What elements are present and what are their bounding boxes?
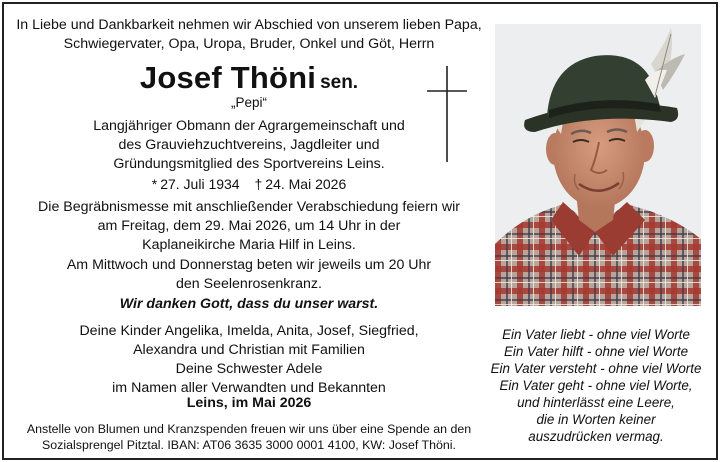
roles-line: Gründungsmitglied des Sportvereins Leins. xyxy=(113,156,385,172)
intro-line: Schwiegervater, Opa, Uropa, Bruder, Onkel und Göt, Herrn xyxy=(63,36,435,52)
intro-text xyxy=(14,16,484,54)
mass-line: Kaplaneikirche Maria Hilf in Leins. xyxy=(142,237,356,253)
thanks-text: Wir danken Gott, dass du unser warst. xyxy=(119,296,379,312)
rosary-text xyxy=(14,256,484,294)
donation-line: Anstelle von Blumen und Kranzspenden freuen wir uns über eine Spende an den xyxy=(26,422,472,436)
poem-line: und hinterlässt eine Leere, xyxy=(517,395,675,410)
family-line: Deine Schwester Adele xyxy=(175,361,323,377)
family-line: Deine Kinder Angelika, Imelda, Anita, Josef, Siegfried, xyxy=(79,323,419,339)
death-date: 24. Mai 2026 xyxy=(265,176,347,192)
rosary-line: Am Mittwoch und Donnerstag beten wir jeweils um 20 Uhr xyxy=(66,257,432,273)
roles-text xyxy=(14,117,484,174)
rosary-line: den Seelenrosenkranz. xyxy=(176,276,322,292)
roles-line: Langjähriger Obmann der Agrargemeinschaft und xyxy=(93,118,405,134)
mass-line: Die Begräbnismesse mit anschließender Verabschiedung feiern wir xyxy=(38,199,460,215)
obituary-card xyxy=(2,2,718,460)
donation-text xyxy=(10,421,488,453)
birth-date: 27. Juli 1934 xyxy=(160,176,240,192)
nickname: „Pepi“ xyxy=(230,95,267,110)
place-date: Leins, im Mai 2026 xyxy=(186,395,312,411)
roles-line: des Grauviehzuchtvereins, Jagdleiter und xyxy=(118,137,380,153)
donation-line: Sozialsprengel Pitztal. IBAN: AT06 3635 3000 0001 4100, KW: Josef Thöni. xyxy=(42,438,456,452)
portrait-illustration xyxy=(495,24,701,306)
poem-line: Ein Vater liebt - ohne viel Worte xyxy=(502,327,690,342)
funeral-mass-text xyxy=(14,198,484,255)
family-line: im Namen aller Verwandten und Bekannten xyxy=(112,380,386,396)
poem-line: Ein Vater versteht - ohne viel Worte xyxy=(490,361,702,376)
poem-line: Ein Vater geht - ohne viel Worte, xyxy=(499,378,693,393)
name-text: Josef Thöni xyxy=(139,60,317,95)
poem-line: die in Worten keiner xyxy=(536,412,656,427)
family-text xyxy=(14,322,484,398)
portrait-photo xyxy=(495,24,701,306)
poem-line: auszudrücken vermag. xyxy=(528,429,664,444)
name-suffix: sen. xyxy=(320,72,359,93)
poem-line: Ein Vater hilft - ohne viel Worte xyxy=(503,344,689,359)
death-symbol: † xyxy=(254,176,263,192)
poem-text xyxy=(482,326,710,445)
family-line: Alexandra und Christian mit Familien xyxy=(133,342,365,358)
birth-symbol: * xyxy=(151,176,158,192)
mass-line: am Freitag, dem 29. Mai 2026, um 14 Uhr in der xyxy=(97,218,401,234)
intro-line: In Liebe und Dankbarkeit nehmen wir Abschied von unserem lieben Papa, xyxy=(16,17,482,33)
life-dates xyxy=(14,176,484,192)
deceased-name xyxy=(14,60,484,96)
